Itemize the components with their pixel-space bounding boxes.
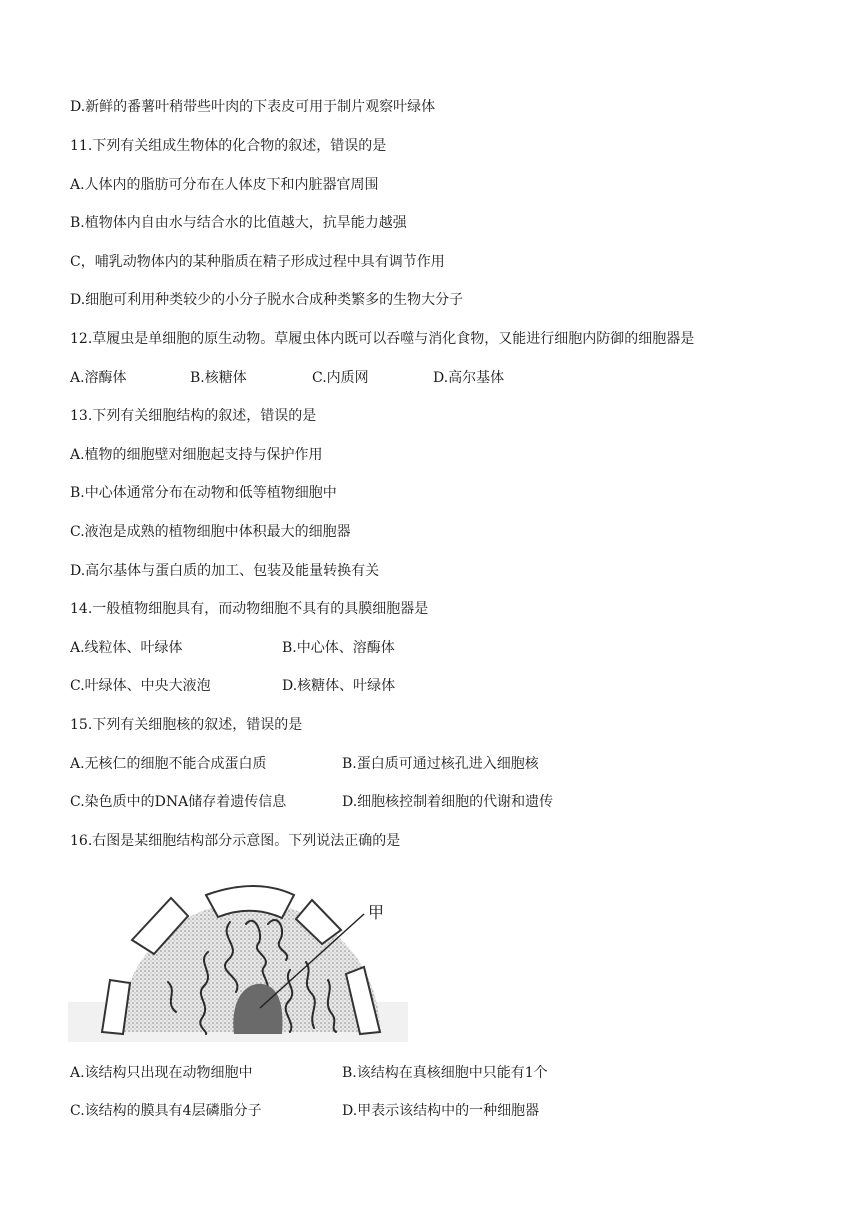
q11-option-c: C，哺乳动物体内的某种脂质在精子形成过程中具有调节作用 (70, 254, 445, 270)
q13-option-b: B.中心体通常分布在动物和低等植物细胞中 (70, 485, 337, 501)
q16-option-c: C.该结构的膜具有4层磷脂分子 (70, 1103, 262, 1119)
q11-option-a: A.人体内的脂肪可分布在人体皮下和内脏器官周围 (70, 177, 379, 193)
q15-option-b: B.蛋白质可通过核孔进入细胞核 (342, 756, 539, 772)
question-12: 12.草履虫是单细胞的原生动物。草履虫体内既可以吞噬与消化食物，又能进行细胞内防御的细胞器是 (70, 331, 695, 347)
q11-option-d: D.细胞可利用种类较少的小分子脱水合成种类繁多的生物大分子 (70, 292, 464, 308)
q13-option-a: A.植物的细胞壁对细胞起支持与保护作用 (70, 447, 323, 463)
q13-option-c: C.液泡是成熟的植物细胞中体积最大的细胞器 (70, 524, 351, 540)
q16-option-b: B.该结构在真核细胞中只能有1个 (342, 1065, 548, 1081)
q16-option-d: D.甲表示该结构中的一种细胞器 (342, 1103, 540, 1119)
figure-label: 甲 (368, 903, 385, 922)
question-13: 13.下列有关细胞结构的叙述，错误的是 (70, 408, 317, 424)
question-11: 11.下列有关组成生物体的化合物的叙述，错误的是 (70, 138, 387, 154)
q15-option-c: C.染色质中的DNA储存着遗传信息 (70, 794, 287, 810)
q12-option-a: A.溶酶体 (70, 370, 127, 386)
q12-option-d: D.高尔基体 (433, 370, 505, 386)
q14-option-a: A.线粒体、叶绿体 (70, 640, 183, 656)
q14-option-c: C.叶绿体、中央大液泡 (70, 678, 211, 694)
q12-option-b: B.核糖体 (190, 370, 247, 386)
q16-option-a: A.该结构只出现在动物细胞中 (70, 1065, 253, 1081)
q11-option-b: B.植物体内自由水与结合水的比值越大，抗旱能力越强 (70, 215, 407, 231)
q10-option-d: D.新鲜的番薯叶稍带些叶肉的下表皮可用于制片观察叶绿体 (70, 99, 436, 115)
nucleus-diagram (68, 862, 408, 1042)
q12-option-c: C.内质网 (312, 370, 369, 386)
question-14: 14.一般植物细胞具有，而动物细胞不具有的具膜细胞器是 (70, 601, 429, 617)
question-15: 15.下列有关细胞核的叙述，错误的是 (70, 717, 303, 733)
q15-option-a: A.无核仁的细胞不能合成蛋白质 (70, 756, 267, 772)
q15-option-d: D.细胞核控制着细胞的代谢和遗传 (342, 794, 554, 810)
question-16: 16.右图是某细胞结构部分示意图。下列说法正确的是 (70, 833, 401, 849)
q13-option-d: D.高尔基体与蛋白质的加工、包装及能量转换有关 (70, 563, 380, 579)
q14-option-d: D.核糖体、叶绿体 (282, 678, 396, 694)
q14-option-b: B.中心体、溶酶体 (282, 640, 395, 656)
